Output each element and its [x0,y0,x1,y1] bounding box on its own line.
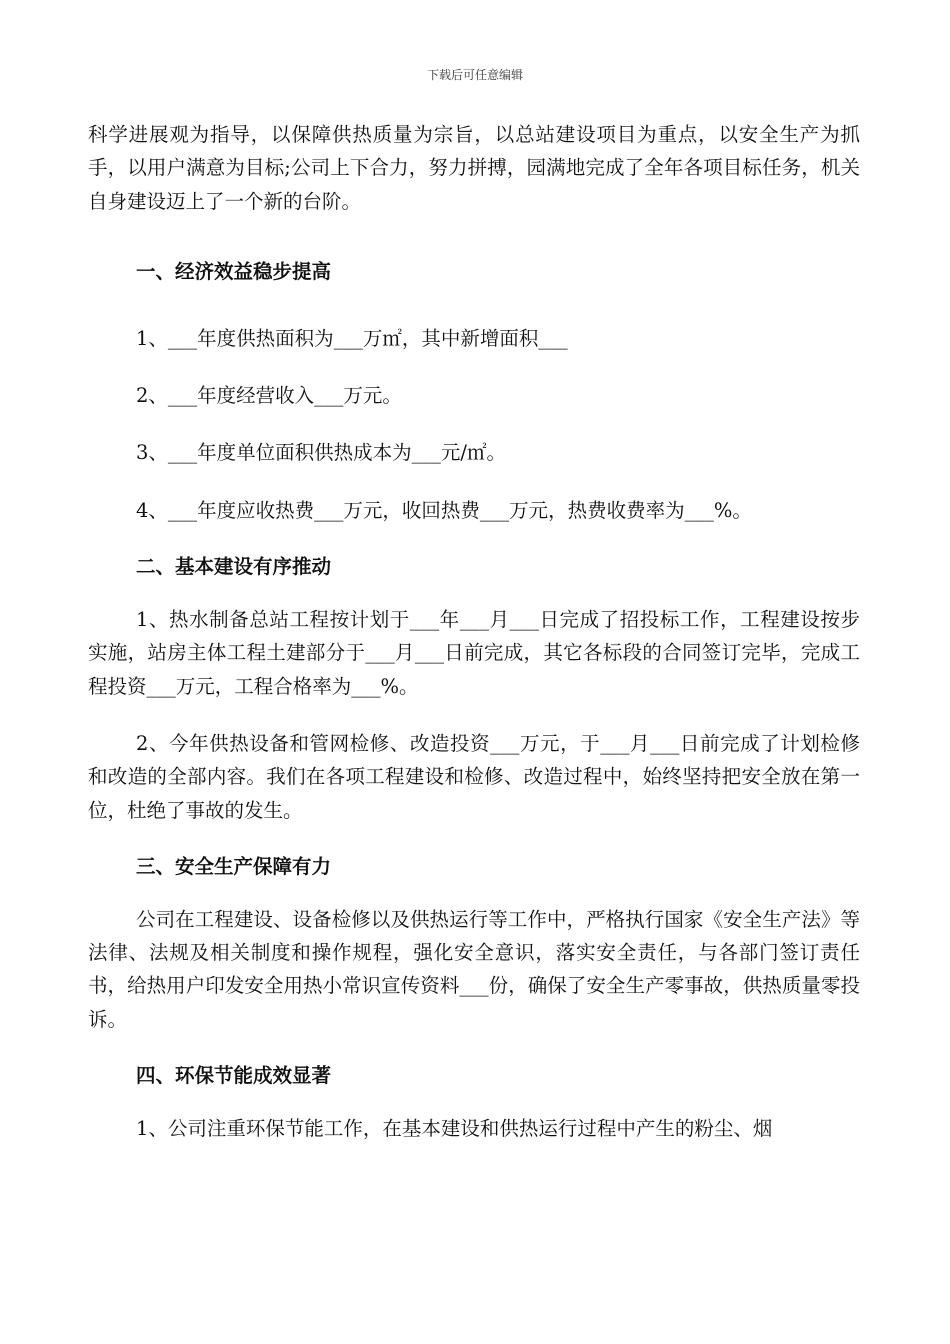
section2-title: 二、基本建设有序推动 [136,555,332,579]
section1-item-4: 4、___年度应收热费___万元，收回热费___万元，热费收费率为___%。 [136,498,752,522]
section4-paragraph-1: 1、公司注重环保节能工作，在基本建设和供热运行过程中产生的粉尘、烟 [136,1117,773,1141]
document-body [88,118,860,1145]
section3-title: 三、安全生产保障有力 [136,854,332,878]
section4-title: 四、环保节能成效显著 [136,1064,332,1088]
header-note: 下载后可任意编辑 [426,68,523,82]
section1-item-2: 2、___年度经营收入___万元。 [136,384,402,408]
section2-paragraph-1: 1、热水制备总站工程按计划于___年___月___日完成了招投标工作，工程建设按步实施，站房主体工程土建部分于___月___日前完成，其它各标段的合同签订完毕，完成工程投资___万元，工程合格率为___%。 [88,608,860,698]
section1-title: 一、经济效益稳步提高 [136,259,332,283]
section3-paragraph-1: 公司在工程建设、设备检修以及供热运行等工作中，严格执行国家《安全生产法》等法律、法规及相关制度和操作规程，强化安全意识，落实安全责任，与各部门签订责任书，给热用户印发安全用热小常识宣传资料___份，确保了安全生产零事故，供热质量零投诉。 [88,907,860,1031]
section1-item-3: 3、___年度单位面积供热成本为___元/㎡。 [136,441,506,465]
section1-item-1: 1、___年度供热面积为___万㎡，其中新增面积___ [136,326,568,350]
section2-paragraph-2: 2、今年供热设备和管网检修、改造投资___万元，于___月___日前完成了计划检修和改造的全部内容。我们在各项工程建设和检修、改造过程中，始终坚持把安全放在第一位，杜绝了事故的发生。 [88,731,860,822]
intro-paragraph: 科学进展观为指导，以保障供热质量为宗旨，以总站建设项目为重点，以安全生产为抓手，以用户满意为目标;公司上下合力，努力拼搏，园满地完成了全年各项目标任务，机关自身建设迈上了一个新的台阶。 [88,123,860,213]
